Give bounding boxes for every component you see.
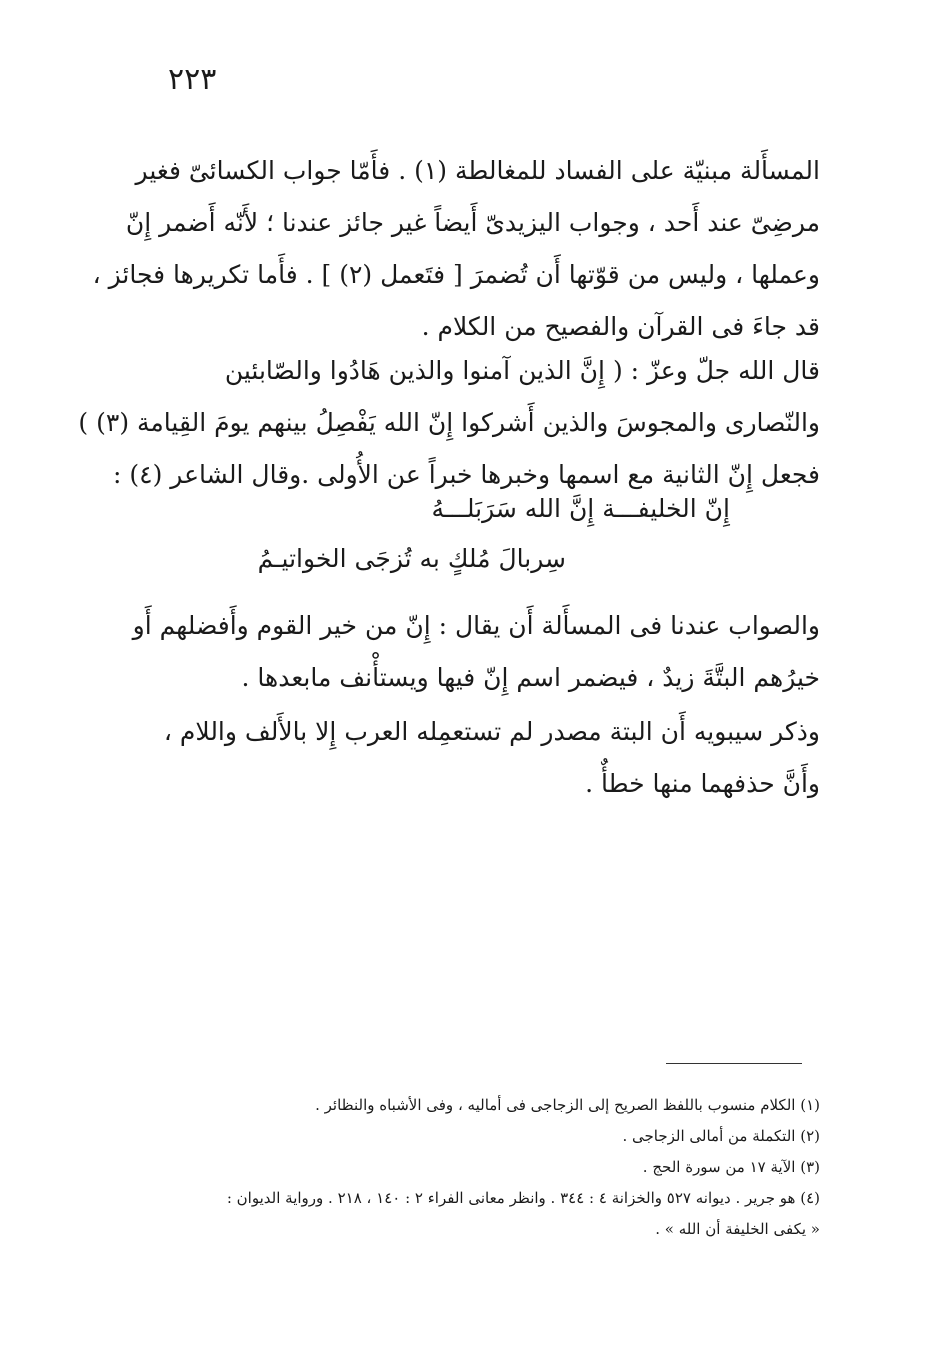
paragraph-4	[130, 706, 820, 810]
page-number: ٢٢٣	[168, 62, 217, 97]
paragraph-2	[78, 345, 820, 501]
paragraph-line: المسأَلة مبنيّة على الفساد للمغالطة (١) . فأَمّا جواب الكسائىّ فغير	[135, 156, 820, 185]
footnote-3: (٣) الآية ١٧ من سورة الحج .	[642, 1158, 820, 1176]
paragraph-line: قد جاءَ فى القرآن والفصيح من الكلام .	[421, 312, 820, 341]
footnote-separator	[666, 1063, 802, 1064]
paragraph-line: خيرُهم البتَّةَ زيدٌ ، فيضمر اسم إِنّ فيها ويستأْنف مابعدها .	[241, 663, 820, 692]
footnote-1: (١) الكلام منسوب باللفظ الصريح إلى الزجاجى فى أماليه ، وفى الأشباه والنظائر .	[315, 1096, 820, 1114]
footnotes	[130, 1090, 820, 1245]
paragraph-line: والنّصارى والمجوسَ والذين أَشركوا إِنّ الله يَفْصِلُ بينهم يومَ القِيامة (٣) )	[78, 408, 820, 437]
paragraph-line: وأَنَّ حذفهما منها خطأٌ .	[585, 769, 820, 798]
verse-hemistich-1: إِنّ الخليفـــة إِنَّ الله سَرَبَلـــهُ	[431, 494, 730, 523]
footnote-4-continuation: « يكفى الخليفة أن الله » .	[655, 1220, 820, 1238]
paragraph-line: وعملها ، وليس من قوّتها أَن تُضمرَ [ فتَعمل (٢) ] . فأَما تكريرها فجائز ،	[92, 260, 820, 289]
paragraph-line: مرضِىّ عند أَحد ، وجواب اليزيدىّ أَيضاً غير جائز عندنا ؛ لأَنّه أَضمر إِنّ	[125, 208, 820, 237]
paragraph-line: فجعل إِنّ الثانية مع اسمها وخبرها خبراً عن الأُولى .وقال الشاعر (٤) :	[113, 460, 820, 489]
paragraph-3	[130, 600, 820, 704]
paragraph-line: قال الله جلّ وعزّ : ( إِنَّ الذين آمنوا والذين هَادُوا والصّابئين	[224, 356, 820, 385]
footnote-2: (٢) التكملة من أمالى الزجاجى .	[622, 1127, 820, 1145]
footnote-4: (٤) هو جرير . ديوانه ٥٢٧ والخزانة ٤ : ٣٤٤ . وانظر معانى الفراء ٢ : ١٤٠ ، ٢١٨ . ورواية الديوان :	[226, 1189, 820, 1207]
paragraph-1	[92, 145, 820, 353]
paragraph-line: وذكر سيبويه أَن البتة مصدر لم تستعمِله العرب إِلا بالأَلف واللام ،	[163, 717, 820, 746]
verse-hemistich-2: سِربالَ مُلكٍ به تُزجَى الخواتيـمُ	[257, 544, 566, 573]
paragraph-line: والصواب عندنا فى المسأَلة أَن يقال : إِنّ من خير القوم وأَفضلهم أَو	[132, 611, 820, 640]
